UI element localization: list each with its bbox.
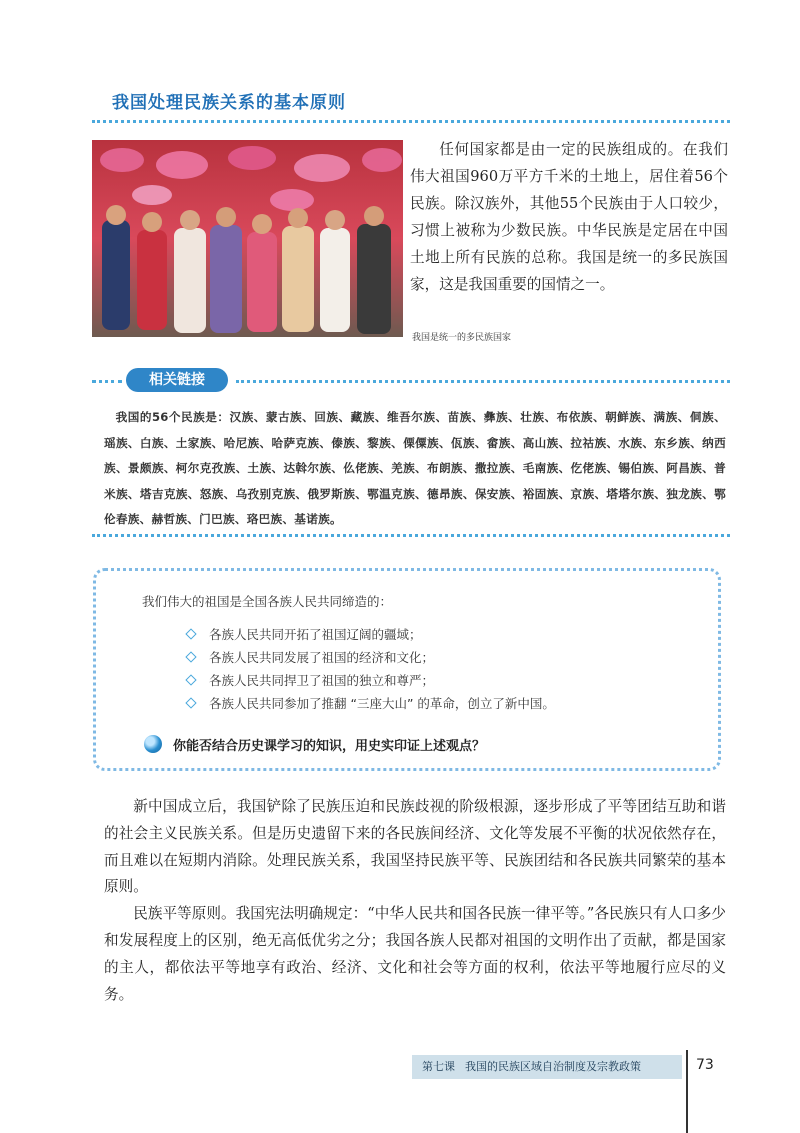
diamond-bullet-icon [185,697,196,708]
body-paragraph-2: 民族平等原则。我国宪法明确规定：“中华人民共和国各民族一律平等。”各民族只有人口多少和发展程度上的区别，绝无高低优劣之分；我国各族人民都对祖国的文明作出了贡献，都是国家的主人，都依法平等地享有政治、经济、文化和社会等方面的权利，依法平等地履行应尽的义务。 [104,905,726,1003]
chapter-footer [412,1055,682,1079]
discussion-question: 你能否结合历史课学习的知识，用史实印证上述观点？ [173,739,486,754]
ethnic-groups-photo [92,140,403,337]
page-number: 73 [696,1057,714,1073]
body-paragraph-1: 新中国成立后，我国铲除了民族压迫和民族歧视的阶级根源，逐步形成了平等团结互助和谐的社会主义民族关系。但是历史遗留下来的各民族间经济、文化等发展不平衡的状况依然存在，而且难以在短期内消除。处理民族关系，我国坚持民族平等、民族团结和各民族共同繁荣的基本原则。 [104,798,726,896]
diamond-bullet-icon [185,674,196,685]
title-divider [92,120,730,123]
intro-paragraph: 任何国家都是由一定的民族组成的。在我们伟大祖国960万平方千米的土地上，居住着56个民族。除汉族外，其他55个民族由于人口较少，习惯上被称为少数民族。中华民族是定居在中国土地上所有民族的总称。我国是统一的多民族国家，这是我国重要的国情之一。 [410,141,728,293]
question-icon [144,735,162,753]
footer-rule [686,1050,688,1133]
body-text [104,794,726,1008]
crowd-illustration [92,140,403,337]
footer-lesson: 第七课 [422,1060,455,1073]
section-title: 我国处理民族关系的基本原则 [112,93,346,113]
box-item: 各族人民共同发展了祖国的经济和文化； [187,648,434,666]
box-item: 各族人民共同参加了推翻 “三座大山” 的革命，创立了新中国。 [187,694,555,712]
link-divider-left [92,380,122,383]
link-divider-right [236,380,730,383]
box-item: 各族人民共同开拓了祖国辽阔的疆域； [187,625,422,643]
ethnic-groups-list: 我国的56个民族是：汉族、蒙古族、回族、藏族、维吾尔族、苗族、彝族、壮族、布依族、朝鲜族、满族、侗族、瑶族、白族、土家族、哈尼族、哈萨克族、傣族、黎族、傈僳族、佤族、畲族、高山族、拉祜族、水族、东乡族、纳西族、景颇族、柯尔克孜族、土族、达斡尔族、仫佬族、羌族、布朗族、撒拉族、毛南族、仡佬族、锡伯族、阿昌族、普米族、塔吉克族、怒族、乌孜别克族、俄罗斯族、鄂温克族、德昂族、保安族、裕固族、京族、塔塔尔族、独龙族、鄂伦春族、赫哲族、门巴族、珞巴族、基诺族。 [104,410,726,526]
box-lead: 我们伟大的祖国是全国各族人民共同缔造的： [142,594,393,609]
related-link-badge: 相关链接 [126,368,228,392]
diamond-bullet-icon [185,651,196,662]
link-bottom-divider [92,534,730,537]
box-item: 各族人民共同捍卫了祖国的独立和尊严； [187,671,434,689]
diamond-bullet-icon [185,628,196,639]
footer-chapter: 我国的民族区域自治制度及宗教政策 [465,1060,641,1073]
photo-caption: 我国是统一的多民族国家 [412,333,512,343]
